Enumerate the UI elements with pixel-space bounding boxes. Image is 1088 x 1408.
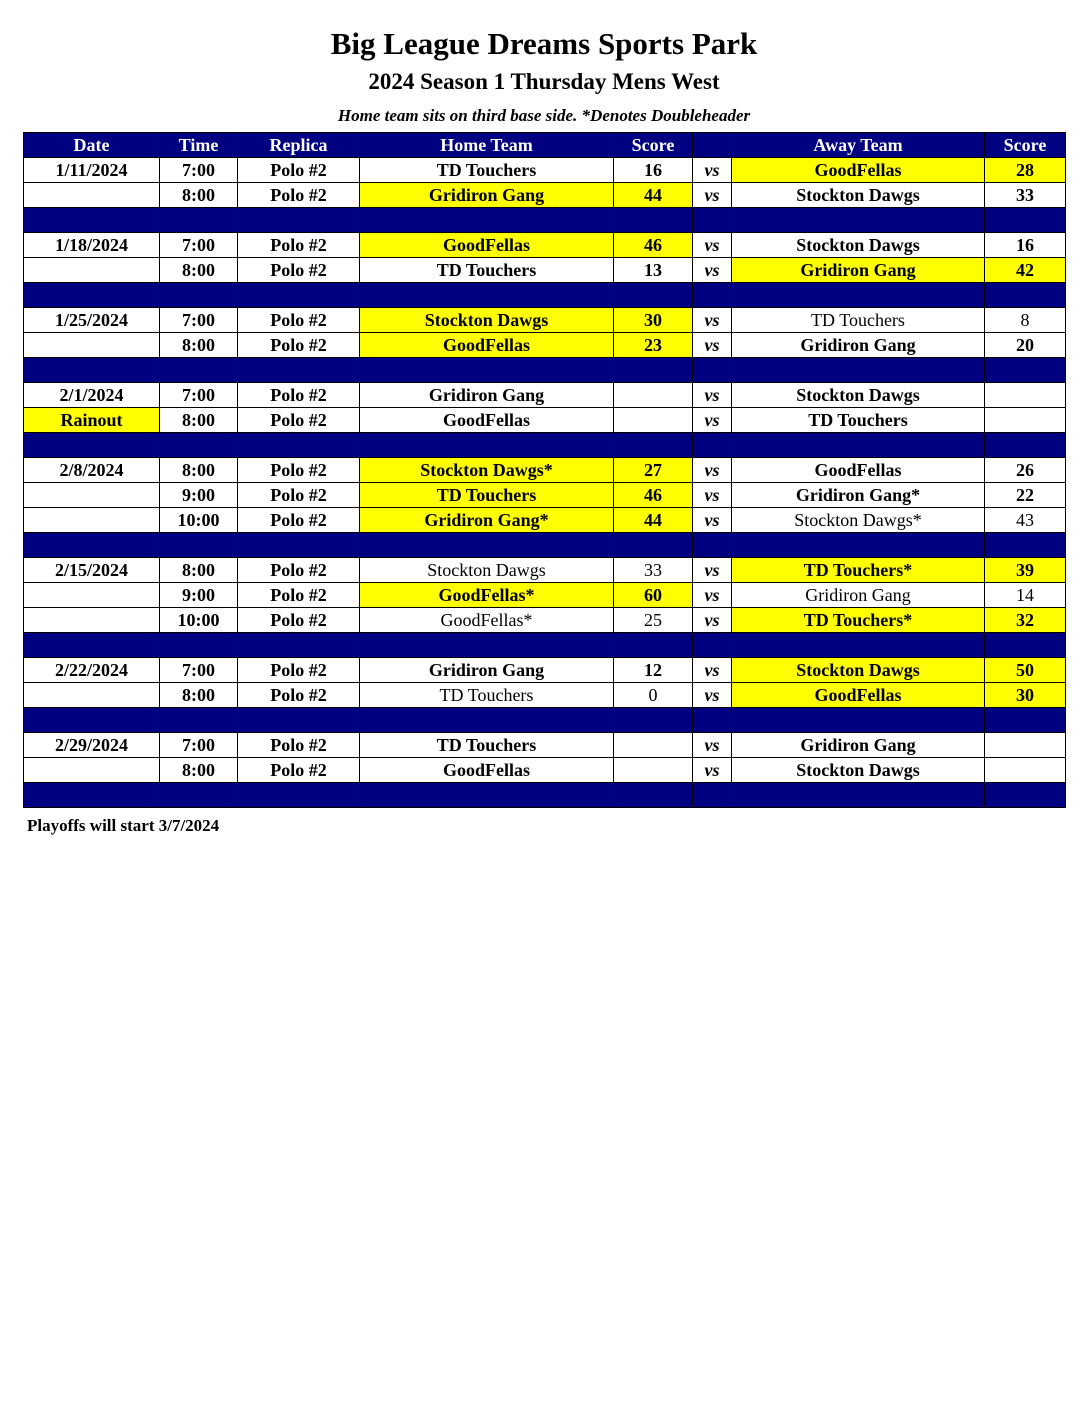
away-score-cell: 32: [985, 608, 1066, 633]
away-score-cell: 14: [985, 583, 1066, 608]
table-row: [24, 183, 1066, 208]
home-team-cell: TD Touchers: [360, 733, 614, 758]
vs-cell: vs: [693, 333, 732, 358]
home-team-cell: Gridiron Gang: [360, 658, 614, 683]
separator-cell: [24, 283, 160, 308]
separator-cell: [24, 533, 160, 558]
away-score-cell: 8: [985, 308, 1066, 333]
home-score-cell: [614, 733, 693, 758]
time-cell: 8:00: [160, 558, 238, 583]
separator-cell: [732, 783, 985, 808]
away-team-cell: Gridiron Gang: [732, 258, 985, 283]
vs-cell: vs: [693, 408, 732, 433]
separator-row: [24, 708, 1066, 733]
date-cell: 2/8/2024: [24, 458, 160, 483]
separator-cell: [732, 708, 985, 733]
separator-cell: [360, 358, 614, 383]
away-score-cell: 50: [985, 658, 1066, 683]
separator-cell: [238, 708, 360, 733]
home-team-cell: GoodFellas: [360, 233, 614, 258]
time-cell: 7:00: [160, 733, 238, 758]
time-cell: 7:00: [160, 158, 238, 183]
separator-cell: [360, 633, 614, 658]
date-cell: 2/29/2024: [24, 733, 160, 758]
home-team-cell: TD Touchers: [360, 258, 614, 283]
time-cell: 7:00: [160, 658, 238, 683]
away-score-cell: 22: [985, 483, 1066, 508]
vs-cell: vs: [693, 733, 732, 758]
home-score-cell: 60: [614, 583, 693, 608]
separator-cell: [732, 633, 985, 658]
home-score-cell: 13: [614, 258, 693, 283]
home-score-cell: 12: [614, 658, 693, 683]
away-team-cell: Gridiron Gang: [732, 583, 985, 608]
vs-cell: vs: [693, 508, 732, 533]
separator-cell: [238, 533, 360, 558]
away-score-cell: [985, 408, 1066, 433]
date-cell: [24, 508, 160, 533]
time-cell: 8:00: [160, 408, 238, 433]
separator-cell: [360, 208, 614, 233]
separator-cell: [985, 208, 1066, 233]
page-subtitle: 2024 Season 1 Thursday Mens West: [368, 69, 720, 94]
away-score-cell: 39: [985, 558, 1066, 583]
separator-cell: [693, 708, 732, 733]
time-cell: 9:00: [160, 483, 238, 508]
away-team-cell: GoodFellas: [732, 158, 985, 183]
replica-cell: Polo #2: [238, 758, 360, 783]
col-header-home-team: Home Team: [360, 133, 614, 158]
home-team-cell: Stockton Dawgs: [360, 308, 614, 333]
vs-cell: vs: [693, 233, 732, 258]
vs-cell: vs: [693, 608, 732, 633]
separator-row: [24, 283, 1066, 308]
table-row: [24, 483, 1066, 508]
time-cell: 8:00: [160, 183, 238, 208]
away-score-cell: 20: [985, 333, 1066, 358]
table-row: [24, 308, 1066, 333]
vs-cell: vs: [693, 658, 732, 683]
separator-cell: [360, 283, 614, 308]
home-score-cell: 44: [614, 183, 693, 208]
col-header-date: Date: [24, 133, 160, 158]
away-score-cell: [985, 383, 1066, 408]
home-team-cell: TD Touchers: [360, 158, 614, 183]
separator-cell: [614, 633, 693, 658]
separator-cell: [238, 358, 360, 383]
separator-cell: [238, 433, 360, 458]
home-team-cell: Stockton Dawgs*: [360, 458, 614, 483]
separator-cell: [693, 783, 732, 808]
separator-cell: [985, 283, 1066, 308]
away-score-cell: [985, 733, 1066, 758]
replica-cell: Polo #2: [238, 458, 360, 483]
table-row: [24, 333, 1066, 358]
col-header-away-team: Away Team: [732, 133, 985, 158]
separator-cell: [693, 358, 732, 383]
separator-cell: [614, 708, 693, 733]
table-row: [24, 458, 1066, 483]
away-score-cell: [985, 758, 1066, 783]
separator-cell: [693, 533, 732, 558]
playoffs-note: Playoffs will start 3/7/2024: [27, 816, 220, 835]
replica-cell: Polo #2: [238, 733, 360, 758]
separator-cell: [160, 433, 238, 458]
away-team-cell: GoodFellas: [732, 458, 985, 483]
date-cell: [24, 683, 160, 708]
time-cell: 7:00: [160, 308, 238, 333]
away-team-cell: TD Touchers*: [732, 558, 985, 583]
separator-cell: [732, 358, 985, 383]
home-score-cell: [614, 383, 693, 408]
separator-cell: [985, 533, 1066, 558]
away-score-cell: 43: [985, 508, 1066, 533]
separator-cell: [24, 208, 160, 233]
separator-cell: [732, 283, 985, 308]
col-header-replica: Replica: [238, 133, 360, 158]
separator-cell: [24, 358, 160, 383]
home-team-cell: GoodFellas: [360, 333, 614, 358]
date-cell: Rainout: [24, 408, 160, 433]
separator-cell: [693, 633, 732, 658]
home-team-cell: GoodFellas*: [360, 583, 614, 608]
separator-cell: [24, 433, 160, 458]
time-cell: 8:00: [160, 333, 238, 358]
away-team-cell: Stockton Dawgs: [732, 758, 985, 783]
separator-cell: [985, 358, 1066, 383]
replica-cell: Polo #2: [238, 608, 360, 633]
away-team-cell: Stockton Dawgs: [732, 383, 985, 408]
time-cell: 9:00: [160, 583, 238, 608]
separator-cell: [732, 433, 985, 458]
date-cell: [24, 183, 160, 208]
separator-cell: [985, 433, 1066, 458]
date-cell: 2/15/2024: [24, 558, 160, 583]
separator-cell: [985, 708, 1066, 733]
away-team-cell: Stockton Dawgs: [732, 183, 985, 208]
home-score-cell: 25: [614, 608, 693, 633]
separator-cell: [360, 433, 614, 458]
home-score-cell: [614, 408, 693, 433]
table-row: [24, 658, 1066, 683]
separator-cell: [614, 358, 693, 383]
home-score-cell: 23: [614, 333, 693, 358]
separator-cell: [360, 708, 614, 733]
away-team-cell: Gridiron Gang*: [732, 483, 985, 508]
replica-cell: Polo #2: [238, 558, 360, 583]
separator-cell: [24, 708, 160, 733]
away-team-cell: Stockton Dawgs: [732, 658, 985, 683]
date-cell: [24, 583, 160, 608]
away-team-cell: Stockton Dawgs*: [732, 508, 985, 533]
page-title: Big League Dreams Sports Park: [330, 26, 758, 61]
table-row: [24, 558, 1066, 583]
separator-cell: [160, 708, 238, 733]
home-team-cell: GoodFellas: [360, 408, 614, 433]
time-cell: 7:00: [160, 233, 238, 258]
time-cell: 8:00: [160, 758, 238, 783]
table-row: [24, 508, 1066, 533]
replica-cell: Polo #2: [238, 508, 360, 533]
col-header-away-score: Score: [985, 133, 1066, 158]
replica-cell: Polo #2: [238, 158, 360, 183]
home-team-cell: GoodFellas: [360, 758, 614, 783]
separator-row: [24, 783, 1066, 808]
separator-cell: [160, 533, 238, 558]
away-score-cell: 26: [985, 458, 1066, 483]
separator-cell: [614, 783, 693, 808]
separator-cell: [160, 633, 238, 658]
separator-cell: [160, 208, 238, 233]
home-team-cell: Stockton Dawgs: [360, 558, 614, 583]
table-header-row: [24, 133, 1066, 158]
separator-row: [24, 358, 1066, 383]
away-score-cell: 30: [985, 683, 1066, 708]
replica-cell: Polo #2: [238, 583, 360, 608]
home-team-cell: Gridiron Gang: [360, 383, 614, 408]
table-row: [24, 683, 1066, 708]
date-cell: 2/1/2024: [24, 383, 160, 408]
date-cell: [24, 608, 160, 633]
away-team-cell: TD Touchers*: [732, 608, 985, 633]
separator-row: [24, 433, 1066, 458]
time-cell: 8:00: [160, 683, 238, 708]
away-team-cell: Gridiron Gang: [732, 333, 985, 358]
home-score-cell: 46: [614, 483, 693, 508]
away-score-cell: 33: [985, 183, 1066, 208]
separator-cell: [360, 533, 614, 558]
separator-cell: [693, 283, 732, 308]
away-score-cell: 42: [985, 258, 1066, 283]
separator-cell: [693, 433, 732, 458]
separator-cell: [24, 783, 160, 808]
schedule-body: [24, 158, 1066, 808]
home-team-note: Home team sits on third base side. *Denotes Doubleheader: [337, 106, 751, 125]
separator-row: [24, 533, 1066, 558]
table-row: [24, 158, 1066, 183]
date-cell: [24, 483, 160, 508]
time-cell: 10:00: [160, 608, 238, 633]
separator-cell: [693, 208, 732, 233]
replica-cell: Polo #2: [238, 683, 360, 708]
date-cell: [24, 258, 160, 283]
home-team-cell: GoodFellas*: [360, 608, 614, 633]
separator-cell: [614, 283, 693, 308]
vs-cell: vs: [693, 683, 732, 708]
home-score-cell: 30: [614, 308, 693, 333]
vs-cell: vs: [693, 308, 732, 333]
home-team-cell: TD Touchers: [360, 483, 614, 508]
date-cell: 1/25/2024: [24, 308, 160, 333]
separator-cell: [160, 358, 238, 383]
time-cell: 8:00: [160, 458, 238, 483]
away-score-cell: 28: [985, 158, 1066, 183]
replica-cell: Polo #2: [238, 483, 360, 508]
replica-cell: Polo #2: [238, 258, 360, 283]
replica-cell: Polo #2: [238, 233, 360, 258]
away-team-cell: TD Touchers: [732, 408, 985, 433]
col-header-vs: [693, 133, 732, 158]
vs-cell: vs: [693, 383, 732, 408]
time-cell: 8:00: [160, 258, 238, 283]
date-cell: [24, 758, 160, 783]
separator-cell: [732, 208, 985, 233]
separator-row: [24, 208, 1066, 233]
vs-cell: vs: [693, 183, 732, 208]
separator-cell: [160, 783, 238, 808]
separator-cell: [985, 633, 1066, 658]
table-row: [24, 408, 1066, 433]
time-cell: 10:00: [160, 508, 238, 533]
home-score-cell: 27: [614, 458, 693, 483]
date-cell: 1/18/2024: [24, 233, 160, 258]
table-row: [24, 608, 1066, 633]
col-header-home-score: Score: [614, 133, 693, 158]
home-team-cell: TD Touchers: [360, 683, 614, 708]
separator-cell: [985, 783, 1066, 808]
separator-cell: [614, 208, 693, 233]
away-team-cell: Gridiron Gang: [732, 733, 985, 758]
vs-cell: vs: [693, 458, 732, 483]
table-row: [24, 383, 1066, 408]
away-team-cell: TD Touchers: [732, 308, 985, 333]
table-row: [24, 758, 1066, 783]
col-header-time: Time: [160, 133, 238, 158]
home-score-cell: [614, 758, 693, 783]
separator-cell: [238, 633, 360, 658]
replica-cell: Polo #2: [238, 408, 360, 433]
vs-cell: vs: [693, 158, 732, 183]
separator-cell: [614, 533, 693, 558]
replica-cell: Polo #2: [238, 658, 360, 683]
vs-cell: vs: [693, 558, 732, 583]
away-team-cell: GoodFellas: [732, 683, 985, 708]
separator-row: [24, 633, 1066, 658]
separator-cell: [24, 633, 160, 658]
vs-cell: vs: [693, 583, 732, 608]
separator-cell: [238, 208, 360, 233]
home-team-cell: Gridiron Gang: [360, 183, 614, 208]
date-cell: 1/11/2024: [24, 158, 160, 183]
table-row: [24, 733, 1066, 758]
replica-cell: Polo #2: [238, 383, 360, 408]
table-row: [24, 233, 1066, 258]
vs-cell: vs: [693, 258, 732, 283]
schedule-table: [23, 132, 1066, 808]
replica-cell: Polo #2: [238, 333, 360, 358]
vs-cell: vs: [693, 483, 732, 508]
separator-cell: [614, 433, 693, 458]
away-score-cell: 16: [985, 233, 1066, 258]
separator-cell: [160, 283, 238, 308]
date-cell: 2/22/2024: [24, 658, 160, 683]
home-score-cell: 33: [614, 558, 693, 583]
home-score-cell: 44: [614, 508, 693, 533]
separator-cell: [732, 533, 985, 558]
vs-cell: vs: [693, 758, 732, 783]
home-team-cell: Gridiron Gang*: [360, 508, 614, 533]
separator-cell: [238, 283, 360, 308]
replica-cell: Polo #2: [238, 308, 360, 333]
home-score-cell: 0: [614, 683, 693, 708]
replica-cell: Polo #2: [238, 183, 360, 208]
home-score-cell: 16: [614, 158, 693, 183]
date-cell: [24, 333, 160, 358]
away-team-cell: Stockton Dawgs: [732, 233, 985, 258]
table-row: [24, 583, 1066, 608]
table-row: [24, 258, 1066, 283]
home-score-cell: 46: [614, 233, 693, 258]
separator-cell: [238, 783, 360, 808]
separator-cell: [360, 783, 614, 808]
time-cell: 7:00: [160, 383, 238, 408]
